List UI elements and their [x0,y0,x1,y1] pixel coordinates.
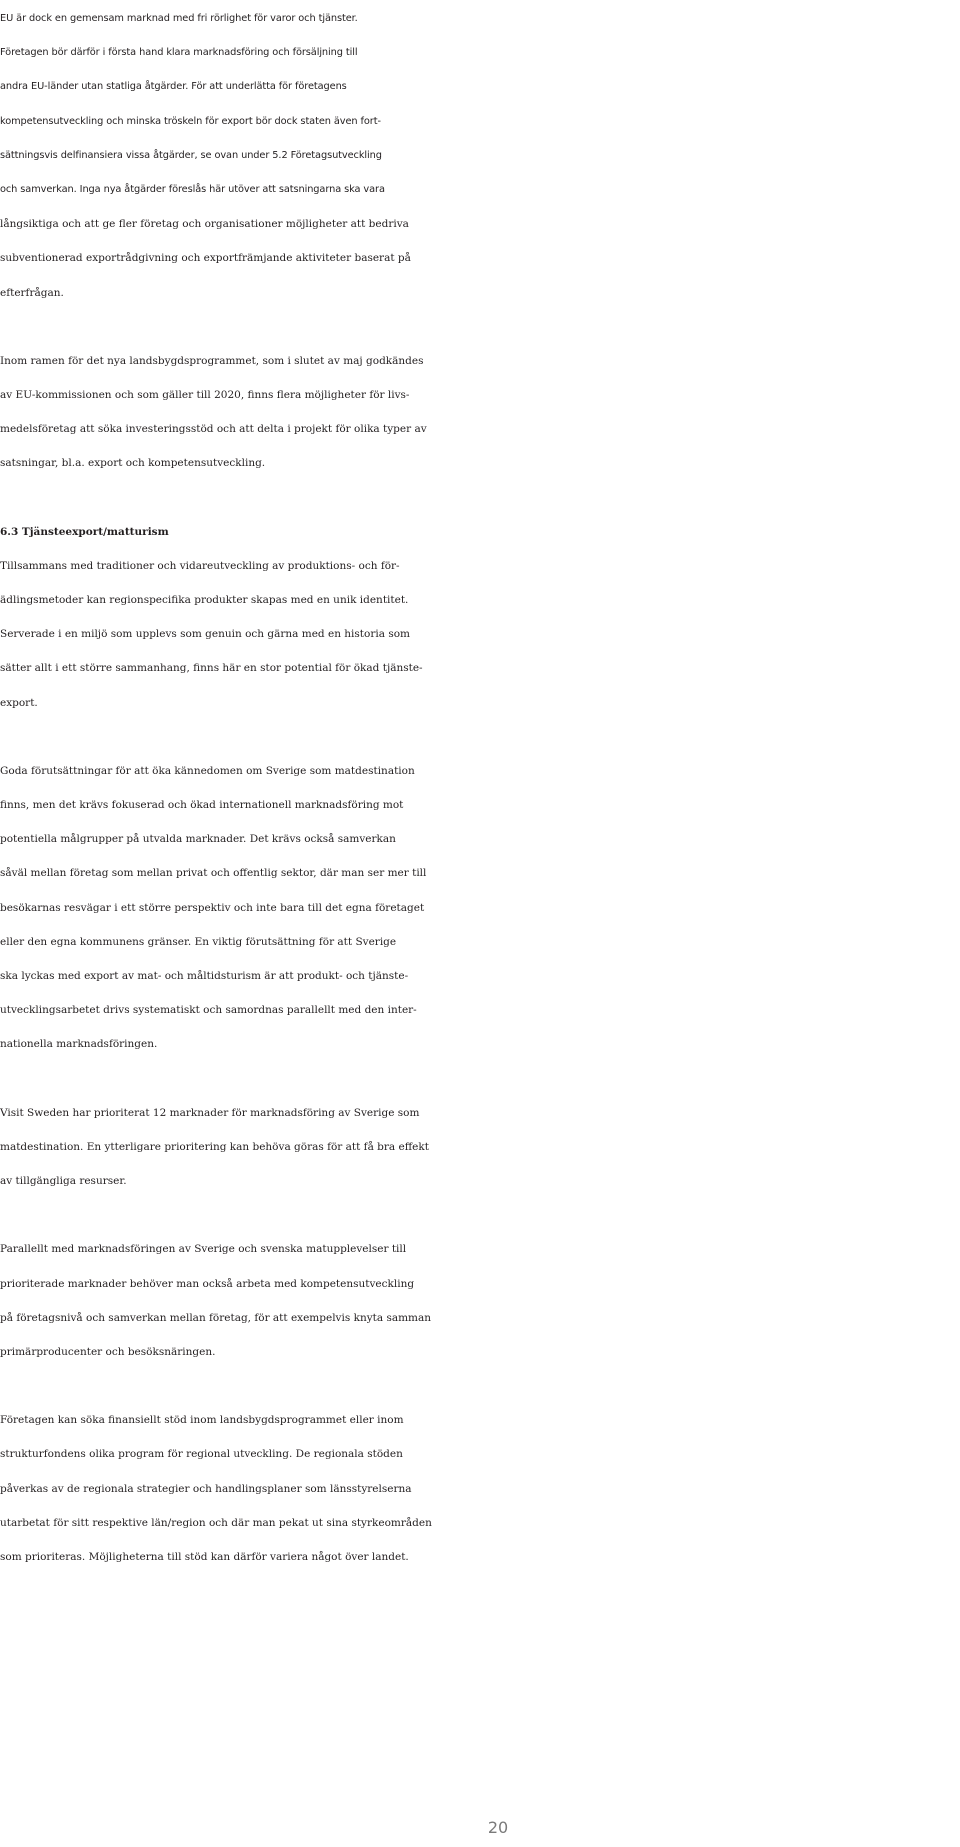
text-line: finns, men det krävs fokuserad och ökad internationell marknadsföring mot [0,799,404,812]
text-line: på företagsnivå och samverkan mellan företag, för att exempelvis knyta samman [0,1311,432,1324]
text-line: subventionerad exportrådgivning och exportfrämjande aktiviteter baserat på [0,252,411,265]
text-line: av tillgängliga resurser. [0,1175,127,1188]
text-line: och samverkan. Inga nya åtgärder föreslås här utöver att satsningarna ska vara [0,184,385,196]
text-line: prioriterade marknader behöver man också arbeta med kompetensutveckling [0,1277,415,1290]
text-line: ska lyckas med export av mat- och måltidsturism är att produkt- och tjänste- [0,970,409,983]
paragraph [0,344,952,481]
text-line: satsningar, bl.a. export och kompetensutveckling. [0,457,266,470]
page-number: 20 [487,1818,509,1837]
paragraph [0,2,952,310]
text-line: utvecklingsarbetet drivs systematiskt och samordnas parallellt med den inter- [0,1004,417,1017]
body-text [0,2,952,1608]
text-line: andra EU-länder utan statliga åtgärder. För att underlätta för företagens [0,81,347,93]
text-line: strukturfondens olika program för regional utveckling. De regionala stöden [0,1448,403,1461]
text-line: sättningsvis delfinansiera vissa åtgärder, se ovan under 5.2 Företagsutveckling [0,149,382,161]
text-line: primärproducenter och besöksnäringen. [0,1345,216,1358]
text-line: Tillsammans med traditioner och vidareutveckling av produktions- och för- [0,559,400,572]
text-line: av EU-kommissionen och som gäller till 2020, finns flera möjligheter för livs- [0,389,410,402]
paragraph [0,754,952,1062]
text-line: Parallellt med marknadsföringen av Sverige och svenska matupplevelser till [0,1243,407,1256]
text-line: Inom ramen för det nya landsbygdsprogrammet, som i slutet av maj godkändes [0,354,424,367]
text-line: matdestination. En ytterligare prioritering kan behöva göras för att få bra effekt [0,1140,429,1153]
text-line: ädlingsmetoder kan regionspecifika produkter skapas med en unik identitet. [0,594,409,607]
text-line: medelsföretag att söka investeringsstöd och att delta i projekt för olika typer av [0,423,427,436]
paragraph [0,515,952,720]
text-line: Goda förutsättningar för att öka kännedomen om Sverige som matdestination [0,764,415,777]
section-heading: 6.3 Tjänsteexport/matturism [0,525,169,538]
text-line: efterfrågan. [0,286,64,299]
text-line: påverkas av de regionala strategier och handlingsplaner som länsstyrelserna [0,1482,412,1495]
text-line: sätter allt i ett större sammanhang, finns här en stor potential för ökad tjänste- [0,662,423,675]
text-line: export. [0,696,38,709]
text-line: Företagen kan söka finansiellt stöd inom landsbygdsprogrammet eller inom [0,1414,404,1427]
text-line: potentiella målgrupper på utvalda marknader. Det krävs också samverkan [0,833,396,846]
paragraph [0,1232,952,1369]
text-line: som prioriteras. Möjligheterna till stöd kan därför variera något över landet. [0,1550,409,1563]
text-line: långsiktiga och att ge fler företag och organisationer möjligheter att bedriva [0,218,409,231]
text-line: Serverade i en miljö som upplevs som genuin och gärna med en historia som [0,628,410,641]
text-line: eller den egna kommunens gränser. En viktig förutsättning för att Sverige [0,935,397,948]
paragraph [0,1403,952,1574]
text-line: nationella marknadsföringen. [0,1038,158,1051]
text-line: EU är dock en gemensam marknad med fri rörlighet för varor och tjänster. [0,13,358,24]
text-line: Företagen bör därför i första hand klara marknadsföring och försäljning till [0,47,358,59]
text-line: besökarnas resvägar i ett större perspektiv och inte bara till det egna företaget [0,901,425,914]
text-line: utarbetat för sitt respektive län/region och där man pekat ut sina styrkeområden [0,1516,432,1529]
text-line: Visit Sweden har prioriterat 12 marknader för marknadsföring av Sverige som [0,1106,420,1119]
text-line: kompetensutveckling och minska tröskeln för export bör dock staten även fort- [0,115,381,127]
text-line: såväl mellan företag som mellan privat och offentlig sektor, där man ser mer till [0,867,427,880]
paragraph [0,1096,952,1199]
